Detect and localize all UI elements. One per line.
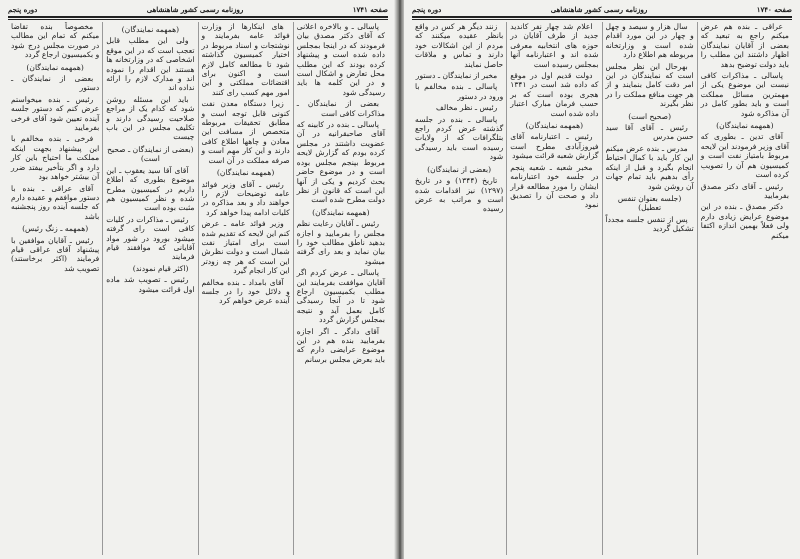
text-column [198, 22, 293, 555]
section-heading: (همهمه نمایندگان) [312, 207, 370, 217]
paragraph: اعلام شد چهار نفر کاندید جدید از طرف آقایان در حوزه های انتخابیه معرفی شده اند و اعتبارنامه آنها بمجلس رسیده است [510, 22, 599, 69]
paragraph: رئیس ـ مذاکرات در کلیات کافی است رای گرفته میشود بورود در شور مواد آقایانی که موافقند قیام فرمایند [106, 214, 195, 262]
paragraph: مخصوصاً بنده تقاضا میکنم که تمام این مطالب در صورت مجلس درج شود و بکمیسیون ارجاع گردد [11, 22, 100, 60]
section-heading: (همهمه نمایندگان) [525, 121, 584, 131]
paragraph: دکتر مصدق ـ بنده در این موضوع عرایض زیادی دارم ولی فعلاً بهمین اندازه اکتفا میکنم [700, 202, 789, 240]
paragraph: آقای تدین ـ بطوری که آقای وزیر فرمودند این لایحه مربوط بامتیاز نفت است و کمیسیون هم آن را تصویب کرده است [700, 132, 789, 180]
paragraph: رئیس ـ آقایان رعایت نظم مجلس را بفرمایید و اجازه بدهید ناطق مطالب خود را بیان نماید و بعد رای گرفته میشود [296, 219, 385, 266]
right-page-header [412, 4, 792, 14]
paragraph: بعضی از نمایندگان ـ مذاکرات کافی است [296, 99, 385, 118]
paragraph: رئیس ـ اعتبارنامه آقای فیروزآبادی مطرح است گزارش شعبه قرائت میشود [510, 132, 599, 161]
left-page-volume: دوره پنجم [8, 4, 38, 14]
right-page-volume: دوره پنجم [412, 4, 442, 14]
paragraph: آقای آقا سید یعقوب ـ این موضوع بطوری که اطلاع داریم در کمیسیون مطرح شده و نظر کمیسیون هم مثبت بوده است [106, 165, 195, 213]
text-column [602, 22, 697, 555]
paragraph: رئیس ـ آقای وزیر فوائد عامه توضیحات لازم را خواهند داد و بعد مذاکره در کلیات ادامه پیدا خواهد کرد [201, 179, 290, 217]
left-page-title: روزنامه رسمی کشور شاهنشاهی [146, 4, 244, 14]
text-column [506, 22, 601, 555]
paragraph: رئیس ـ بنده میخواستم عرض کنم که دستور جلسه آینده تعیین شود آقای فرخی بفرمایید [11, 94, 100, 133]
left-page-number: صفحه ۱۷۴۱ [352, 4, 388, 14]
paragraph: عراقی ـ بنده هم عرض میکنم راجع به تبعید که بعضی از آقایان نمایندگان اظهار داشتند این مطلب را باید دولت توضیح بدهد [700, 22, 789, 69]
text-column [293, 22, 388, 555]
section-heading: (همهمه نمایندگان) [216, 168, 275, 178]
paragraph: دولت قدیم اول در موقع که داده شد است در ۱۳۴۱ هجری بوده است که بر حسب فرمان مبارک اعتبار داده شده است [510, 71, 599, 118]
paragraph: رئیس ـ نظر مخالف [436, 103, 498, 113]
paragraph: مخبر از نمایندگان ـ دستور [415, 71, 498, 81]
header-rule [8, 16, 388, 20]
paragraph: های اینکارها از وزارت فوائد عامه بفرمایند و نوشتجات و اسناد مربوط در اختیار کمیسیون گذاشته شود تا مطالعه کامل لازم است و اکنون برای اقتضائات مملکتی و این امور مهم کسب رای کنند [201, 22, 290, 97]
paragraph: مخبر شعبه ـ شعبه پنجم در جلسه خود اعتبارنامه ایشان را مورد مطالعه قرار داد و صحت آن را تصدیق نمود [510, 162, 599, 210]
paragraph: رئیس ـ آقای آقا سید حسن مدرس [605, 123, 694, 142]
right-page-title: روزنامه رسمی کشور شاهنشاهی [550, 4, 648, 14]
right-page-number: صفحه ۱۷۴۰ [756, 4, 792, 14]
paragraph: زنند دیگر هر کس در واقع بانظر عقیده میکنند که مردم از این اشکالات خود دارند و تماس و ملاقات حاصل نمایند [415, 22, 504, 69]
text-column [697, 22, 792, 555]
paragraph: سال هزار و سیصد و چهل و چهار در این مورد اقدام شده است و وزارتخانه مربوطه هم اطلاع دارد [605, 22, 694, 60]
paragraph: پس از تنفس جلسه مجدداً تشکیل گردید [605, 214, 694, 234]
paragraph: بعضی از نمایندگان ـ دستور [11, 74, 100, 93]
section-heading: (همهمه نمایندگان) [716, 121, 774, 131]
header-rule [412, 16, 792, 20]
paragraph: پاسالی ـ بنده مخالفم با ورود در دستور [415, 82, 504, 101]
paragraph: پاسالی ـ عرض کردم اگر آقایان موافقت بفرمایند این مطلب بکمیسیون ارجاع شود تا در آنجا رسیدگی کامل بعمل آید و نتیجه بمجلس گزارش گردد [296, 268, 385, 325]
paragraph: باید این مسئله روشن شود که کدام یک از مراجع صلاحیت رسیدگی دارند و تکلیف مجلس در این باب چیست [106, 94, 195, 142]
left-columns [8, 22, 388, 555]
text-column [8, 22, 102, 555]
section-heading: (بعضی از نمایندگان) [427, 164, 492, 174]
paragraph: وزیر فوائد عامه ـ عرض کنم این لایحه که تقدیم شده است برای امتیاز نفت شمال است و دولت نظرش این است که هر چه زودتر این کار انجام گیرد [201, 219, 290, 276]
paragraph: آقای عراقی ـ بنده با دستور موافقم و عقیده دارم که جلسه آینده روز پنجشنبه باشد [11, 183, 100, 221]
paragraph: مدرس ـ بنده عرض میکنم این کار باید با کمال احتیاط انجام بگیرد و قبل از اینکه رأی بدهیم باید تمام جهات آن روشن شود [605, 143, 694, 191]
left-page [0, 0, 396, 559]
paragraph: فرخی ـ بنده مخالفم با این پیشنهاد بجهت اینکه مملکت ما احتیاج باین کار دارد و اگر بتأخیر بیفتد ضرر آن بیشتر خواهد بود [11, 134, 100, 182]
right-page [404, 0, 800, 559]
paragraph: آقای بامداد ـ بنده مخالفم و دلائل خود را در جلسه آینده عرض خواهم کرد [201, 277, 290, 306]
text-column [412, 22, 506, 555]
section-heading: (همهمه نمایندگان) [26, 62, 84, 72]
section-heading: (همهمه ـ زنگ رئیس) [22, 224, 89, 234]
paragraph: رئیس ـ آقایان موافقین با پیشنهاد آقای عراقی قیام فرمایند (اکثر برخاستند) تصویب شد [11, 235, 100, 273]
paragraph: پاسالی ـ بنده در کابینه که آقای صاحبقرانیه در آن عضویت داشتند در مجلس کرده بودم که گزارش لایحه مربوط بپنجم مجلس بوده است و در موضوع حاضر بحث کردیم و یکی از آنها این است که قانون از نظر دولت مطرح شده است [296, 120, 385, 205]
paragraph: زیرا دستگاه معدن نفت کنونی قابل توجه است و مطابق تحقیقات مربوطه متخصص از مسافت این معادن و چاهها اطلاع کافی دارند و این کار مهم است و صرفه مملکت در آن است [201, 99, 290, 165]
section-heading: (بعضی از نمایندگان ـ صحیح است) [107, 144, 194, 164]
paragraph: پاسالی ـ بنده در جلسه گذشته عرض کردم راجع بتلگرافات که از ولایات رسیده است باید رسیدگی شود [415, 114, 504, 162]
section-heading: (همهمه نمایندگان) [121, 25, 180, 34]
paragraph: پاسالی ـ و بالاخره اعلانی که آقای دکتر مصدق بیان فرمودند که در اینجا بمجلس داده شده است و پیشنهاد کرده بودند که این مطلب محل تعارض و اشکال است و در این کلمه ها باید رسیدگی شود [296, 22, 385, 97]
paragraph: پاسالی ـ مذاکرات کافی نیست این موضوع یکی از مهمترین مسائل مملکت است و باید بطور کامل در آن مذاکره شود [700, 71, 789, 118]
left-page-header [8, 4, 388, 14]
paragraph: تاریخ (۱۳۴۴) و در تاریخ (۱۲۹۷) نیز اقدامات شده است و مراتب به عرض رسیده [415, 176, 504, 214]
paragraph: رئیس ـ آقای دکتر مصدق بفرمایید [700, 181, 789, 200]
paragraph: آقای دادگر ـ اگر اجازه بفرمایید بنده هم در این موضوع عرایضی دارم که باید بعرض مجلس برسانم [296, 326, 385, 364]
paragraph: بهرحال این نظر مجلس است که نمایندگان در این امر دقت کامل بنمایند و از هر جهت منافع مملکت را در نظر بگیرند [605, 61, 694, 109]
section-heading: (جلسه بعنوان تنفس تعطیل) [617, 193, 682, 213]
paragraph: ولی این مطلب قابل تعجب است که در این موقع اشخاصی که در وزارتخانه ها هستند این اقدام را نموده اند و مدارک لازم را ارائه نداده اند [106, 36, 195, 93]
section-heading: (صحیح است) [628, 111, 672, 121]
text-column [102, 22, 197, 555]
paragraph: رئیس ـ تصویب شد ماده اول قرائت میشود [106, 275, 195, 294]
right-columns [412, 22, 792, 555]
paragraph: (اکثر قیام نمودند) [132, 263, 189, 273]
